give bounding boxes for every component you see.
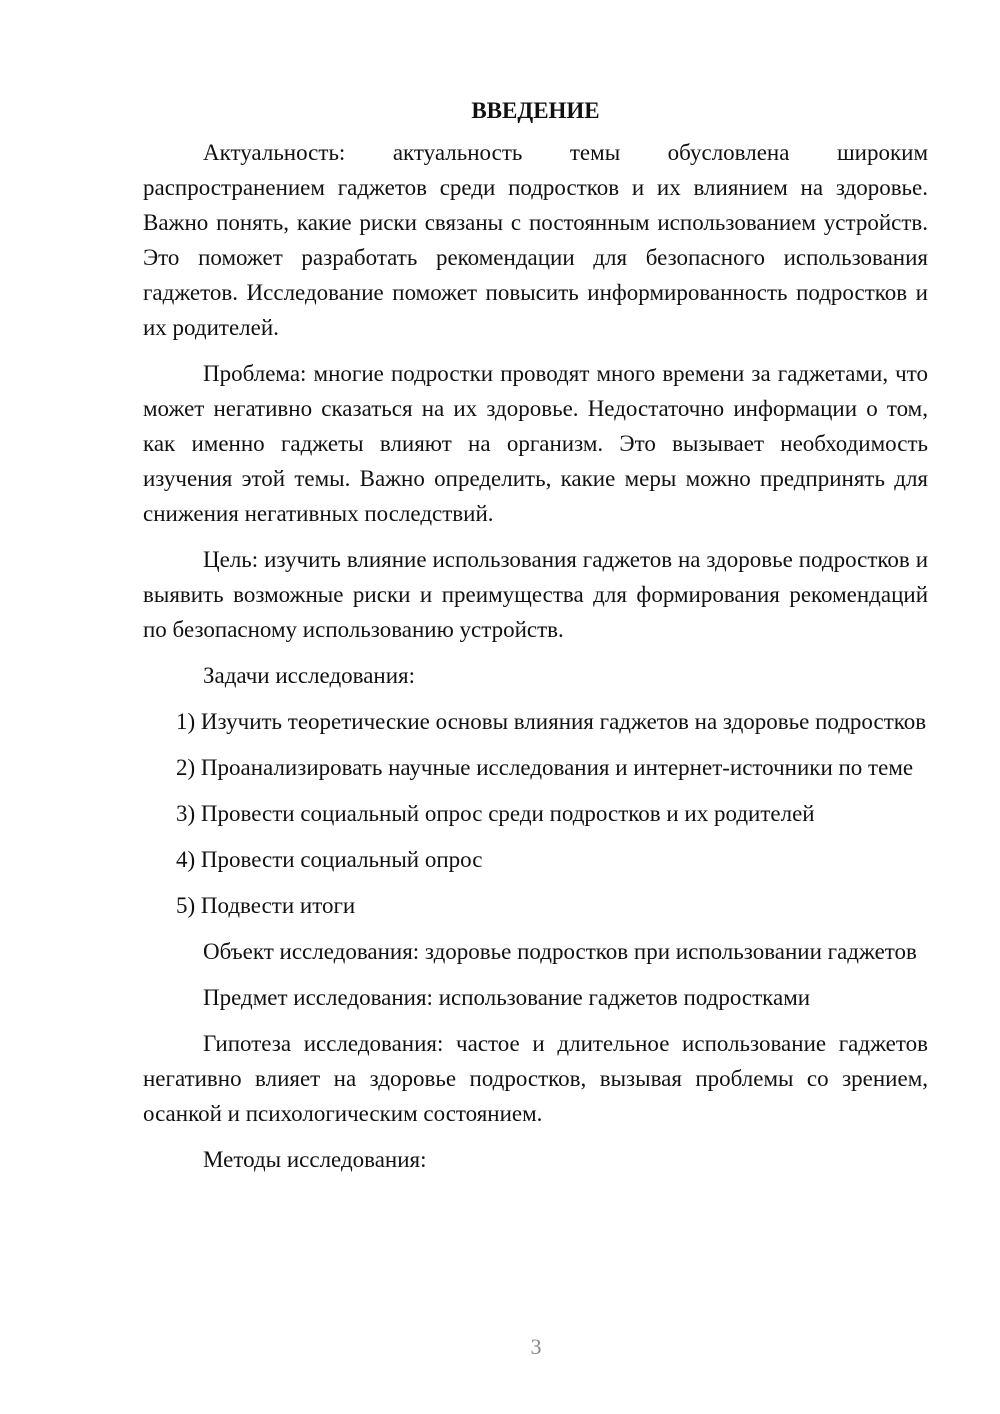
task-item-4: 4) Провести социальный опрос xyxy=(176,847,483,872)
task-item-3: 3) Провести социальный опрос среди подростков и их родителей xyxy=(176,801,815,826)
tasks-heading: Задачи исследования: xyxy=(203,663,416,688)
page-content xyxy=(143,96,928,1188)
page-title: ВВЕДЕНИЕ xyxy=(471,98,600,123)
task-item-2: 2) Проанализировать научные исследования и интернет-источники по теме xyxy=(176,755,914,780)
hypothesis-paragraph: Гипотеза исследования: частое и длительное использование гаджетов негативно влияет на здоровье подростков, вызывая проблемы со зрением, осанкой и психологическим состоянием. xyxy=(143,1031,928,1126)
problem-paragraph: Проблема: многие подростки проводят много времени за гаджетами, что может негативно сказаться на их здоровье. Недостаточно информации о том, как именно гаджеты влияют на организм. Это вызывает необходимость изучения этой темы. Важно определить, какие меры можно предпринять для снижения негативных последствий. xyxy=(143,361,928,526)
object-paragraph: Объект исследования: здоровье подростков при использовании гаджетов xyxy=(203,939,917,964)
goal-paragraph: Цель: изучить влияние использования гаджетов на здоровье подростков и выявить возможные риски и преимущества для формирования рекомендаций по безопасному использованию устройств. xyxy=(143,547,928,642)
methods-heading: Методы исследования: xyxy=(203,1147,427,1172)
task-item-1: 1) Изучить теоретические основы влияния гаджетов на здоровье подростков xyxy=(176,709,927,734)
relevance-paragraph: Актуальность: актуальность темы обусловлена широким распространением гаджетов среди подростков и их влиянием на здоровье. Важно понять, какие риски связаны с постоянным использованием устройств. Это поможет разработать рекомендации для безопасного использования гаджетов. Исследование поможет повысить информированность подростков и их родителей. xyxy=(143,140,928,340)
subject-paragraph: Предмет исследования: использование гаджетов подростками xyxy=(203,985,811,1010)
task-item-5: 5) Подвести итоги xyxy=(176,893,356,918)
page-number: 3 xyxy=(530,1334,542,1359)
